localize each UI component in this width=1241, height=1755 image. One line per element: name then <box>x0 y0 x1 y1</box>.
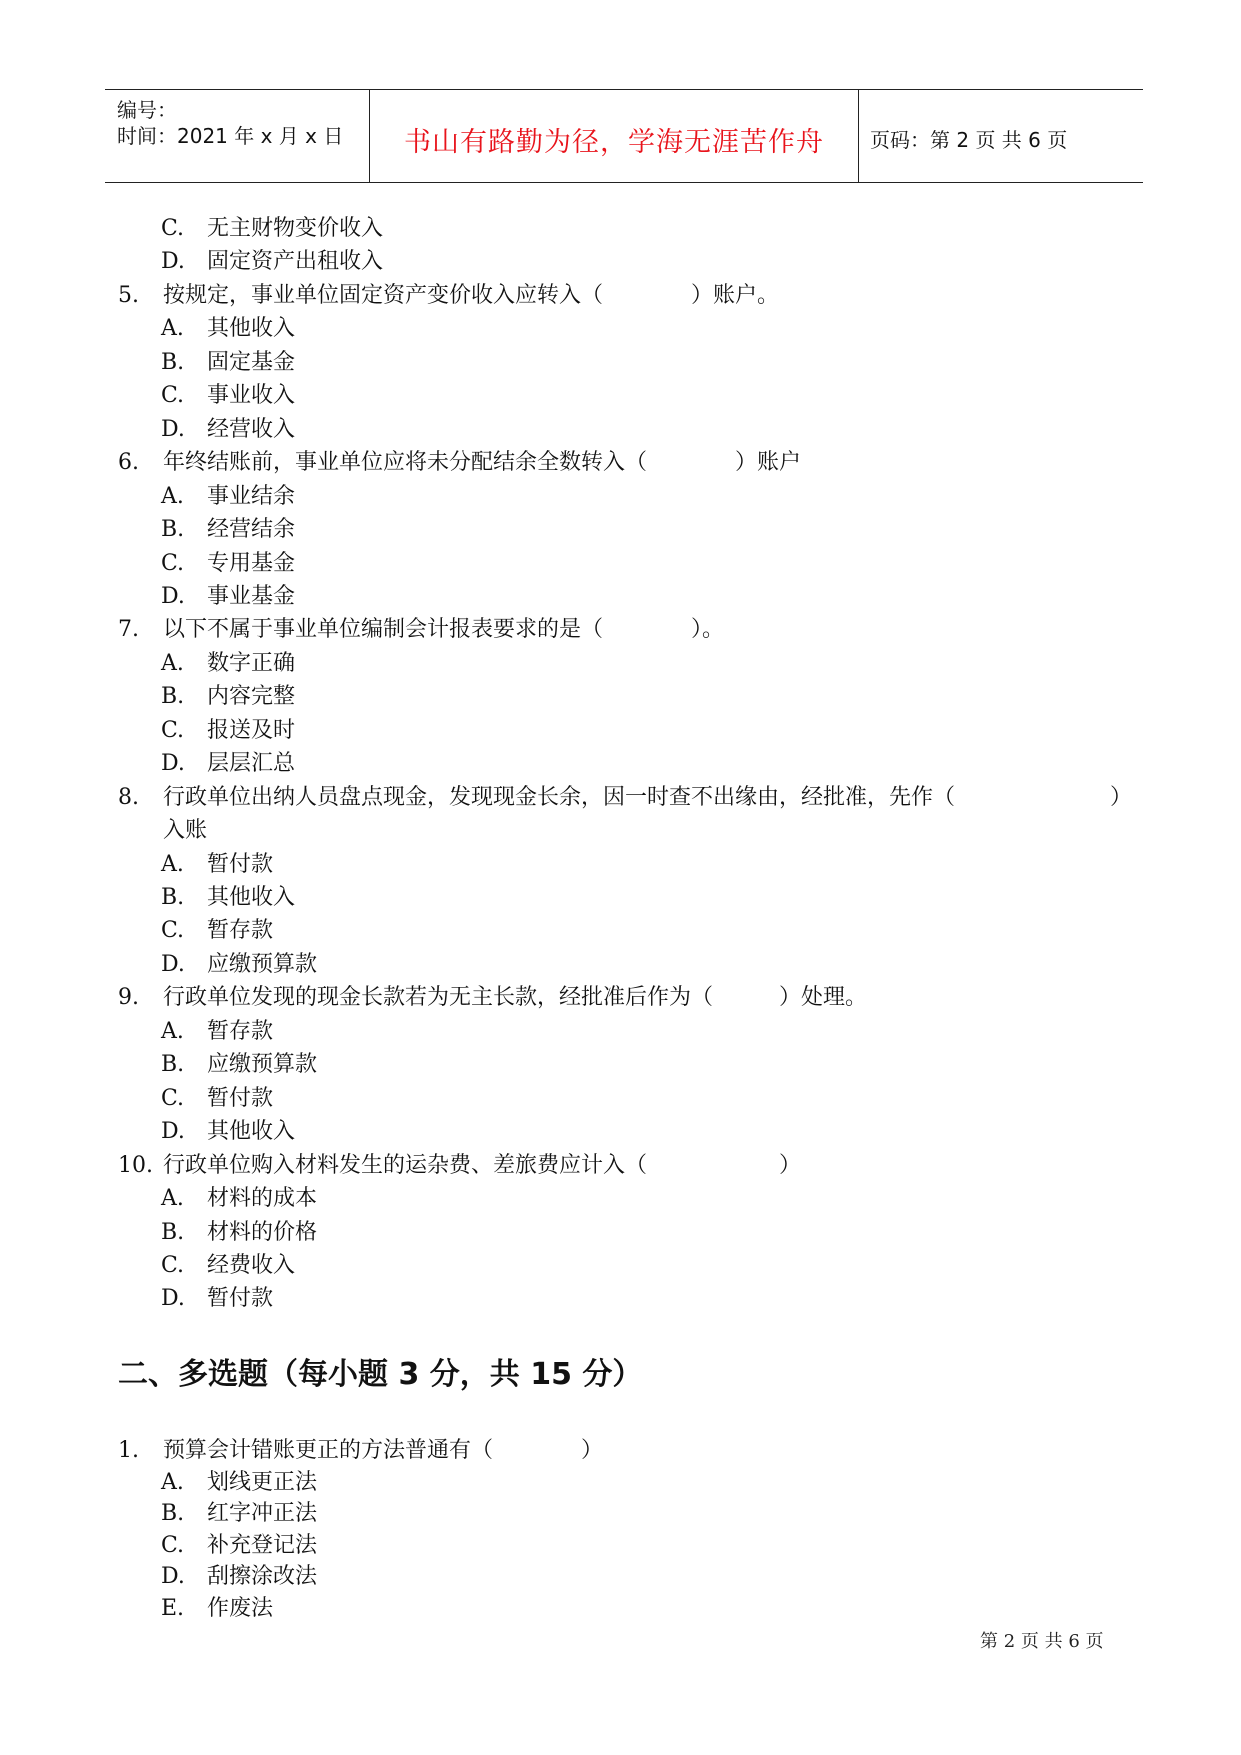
option-letter: D. <box>161 583 185 609</box>
option-text: 其他收入 <box>207 1119 296 1145</box>
option-text: 作废法 <box>207 1596 274 1621</box>
question-line <box>0 281 1241 311</box>
option-letter: D. <box>161 416 185 442</box>
question-text: 以下不属于事业单位编制会计报表要求的是（ ）。 <box>163 617 725 643</box>
option-line <box>0 716 1241 746</box>
question-continuation <box>0 816 1241 846</box>
option-text: 划线更正法 <box>207 1469 318 1495</box>
question-line <box>0 1436 1241 1466</box>
option-text: 补充登记法 <box>207 1532 318 1558</box>
option-line <box>0 749 1241 779</box>
option-text: 应缴预算款 <box>207 1052 318 1078</box>
option-letter: D. <box>161 1564 185 1590</box>
option-text: 经营收入 <box>207 416 296 442</box>
answer-paren-close: ） <box>1110 784 1133 810</box>
option-text: 应缴预算款 <box>207 951 318 977</box>
question-text: 预算会计错账更正的方法普通有（ ） <box>163 1438 604 1463</box>
question-line <box>0 1151 1241 1181</box>
question-number: 1. <box>118 1438 139 1463</box>
motto: 书山有路勤为径，学海无涯苦作舟 <box>404 127 824 158</box>
option-letter: D. <box>161 1286 185 1312</box>
option-letter: A. <box>161 851 184 877</box>
question-number: 8. <box>118 784 139 810</box>
option-text: 专用基金 <box>207 550 296 576</box>
option-line <box>0 1218 1241 1248</box>
option-letter: A. <box>161 483 184 509</box>
question-text: 按规定，事业单位固定资产变价收入应转入（ ）账户。 <box>163 282 780 308</box>
option-line <box>0 1562 1241 1592</box>
option-letter: D. <box>161 249 185 275</box>
option-line <box>0 950 1241 980</box>
question-text: 行政单位购入材料发生的运杂费、差旅费应计入（ ） <box>163 1152 802 1178</box>
option-text: 事业基金 <box>207 583 296 609</box>
question-number: 5. <box>118 282 139 308</box>
option-letter: A. <box>161 1186 184 1212</box>
option-line <box>0 1017 1241 1047</box>
option-letter: D. <box>161 1119 185 1145</box>
option-letter: B. <box>161 349 185 375</box>
option-text: 红字冲正法 <box>207 1501 318 1527</box>
option-line <box>0 1117 1241 1147</box>
option-letter: C. <box>161 383 185 409</box>
question-text: 年终结账前，事业单位应将未分配结余全数转入（ ）账户 <box>163 450 802 476</box>
question-number: 7. <box>118 617 139 643</box>
option-text: 其他收入 <box>207 316 296 342</box>
option-line <box>0 1594 1241 1624</box>
option-line <box>0 314 1241 344</box>
question-line <box>0 983 1241 1013</box>
question-line <box>0 448 1241 478</box>
option-line <box>0 1050 1241 1080</box>
option-text: 固定资产出租收入 <box>207 249 384 275</box>
header-motto-cell <box>369 90 859 182</box>
question-line <box>0 783 1241 813</box>
option-line <box>0 1284 1241 1314</box>
option-line <box>0 1184 1241 1214</box>
option-letter: D. <box>161 951 185 977</box>
option-line <box>0 916 1241 946</box>
option-line <box>0 214 1241 244</box>
option-text: 事业收入 <box>207 383 296 409</box>
option-letter: B. <box>161 885 185 910</box>
option-line <box>0 1499 1241 1529</box>
option-line <box>0 381 1241 411</box>
option-line <box>0 1531 1241 1561</box>
option-letter: B. <box>161 684 185 710</box>
header-left-cell <box>105 90 368 182</box>
option-letter: D. <box>161 751 185 777</box>
option-line <box>0 348 1241 378</box>
serial-label: 编号： <box>117 98 177 122</box>
option-letter: E. <box>161 1596 185 1621</box>
option-line <box>0 649 1241 679</box>
option-text: 经费收入 <box>207 1252 296 1278</box>
page-footer: 第 2 页 共 6 页 <box>980 1631 1104 1652</box>
option-line <box>0 415 1241 445</box>
option-line <box>0 1251 1241 1281</box>
option-line <box>0 1084 1241 1114</box>
question-number: 6. <box>118 450 139 476</box>
question-number: 10. <box>118 1152 153 1178</box>
option-letter: B. <box>161 1501 185 1527</box>
option-line <box>0 515 1241 545</box>
option-text: 暂存款 <box>207 918 274 944</box>
option-letter: C. <box>161 717 185 743</box>
option-letter: B. <box>161 517 185 543</box>
option-line <box>0 582 1241 612</box>
option-letter: A. <box>161 316 184 342</box>
option-text: 内容完整 <box>207 684 296 710</box>
time-label: 时间：2021 年 x 月 x 日 <box>117 124 344 148</box>
option-letter: A. <box>161 1018 184 1044</box>
option-line <box>0 883 1241 913</box>
option-letter: C. <box>161 550 185 576</box>
option-line <box>0 482 1241 512</box>
option-text: 数字正确 <box>207 650 296 676</box>
option-text: 材料的成本 <box>207 1186 318 1212</box>
question-number: 9. <box>118 985 139 1011</box>
option-text: 经营结余 <box>207 517 296 543</box>
option-line <box>0 247 1241 277</box>
option-letter: C. <box>161 918 185 944</box>
option-line <box>0 1468 1241 1498</box>
option-line <box>0 850 1241 880</box>
option-text: 刮擦涂改法 <box>207 1564 318 1590</box>
header-page-label: 页码：第 2 页 共 6 页 <box>870 128 1068 152</box>
option-text: 暂付款 <box>207 1286 274 1312</box>
option-text: 报送及时 <box>207 717 296 743</box>
option-text: 暂付款 <box>207 1085 274 1111</box>
option-text: 层层汇总 <box>207 751 296 777</box>
option-text: 材料的价格 <box>207 1219 318 1245</box>
option-line <box>0 549 1241 579</box>
option-letter: A. <box>161 650 184 676</box>
option-line <box>0 682 1241 712</box>
option-letter: C. <box>161 1532 185 1558</box>
option-letter: A. <box>161 1469 184 1495</box>
option-letter: C. <box>161 1252 185 1278</box>
header-page-cell <box>858 90 1143 182</box>
option-letter: B. <box>161 1052 185 1078</box>
question-text-continued: 入账 <box>163 818 208 844</box>
question-text: 行政单位发现的现金长款若为无主长款，经批准后作为（ ）处理。 <box>163 985 868 1011</box>
option-text: 其他收入 <box>207 885 296 910</box>
page-header <box>105 89 1143 183</box>
section-title: 二、多选题（每小题 3 分，共 15 分） <box>118 1357 643 1392</box>
option-text: 暂存款 <box>207 1018 274 1044</box>
option-text: 无主财物变价收入 <box>207 216 384 241</box>
option-text: 暂付款 <box>207 851 274 877</box>
option-text: 事业结余 <box>207 483 296 509</box>
option-letter: B. <box>161 1219 185 1245</box>
question-text: 行政单位出纳人员盘点现金，发现现金长余，因一时查不出缘由，经批准，先作（ <box>163 784 956 810</box>
option-letter: C. <box>161 216 185 241</box>
option-text: 固定基金 <box>207 349 296 375</box>
question-line <box>0 615 1241 645</box>
option-letter: C. <box>161 1085 185 1111</box>
